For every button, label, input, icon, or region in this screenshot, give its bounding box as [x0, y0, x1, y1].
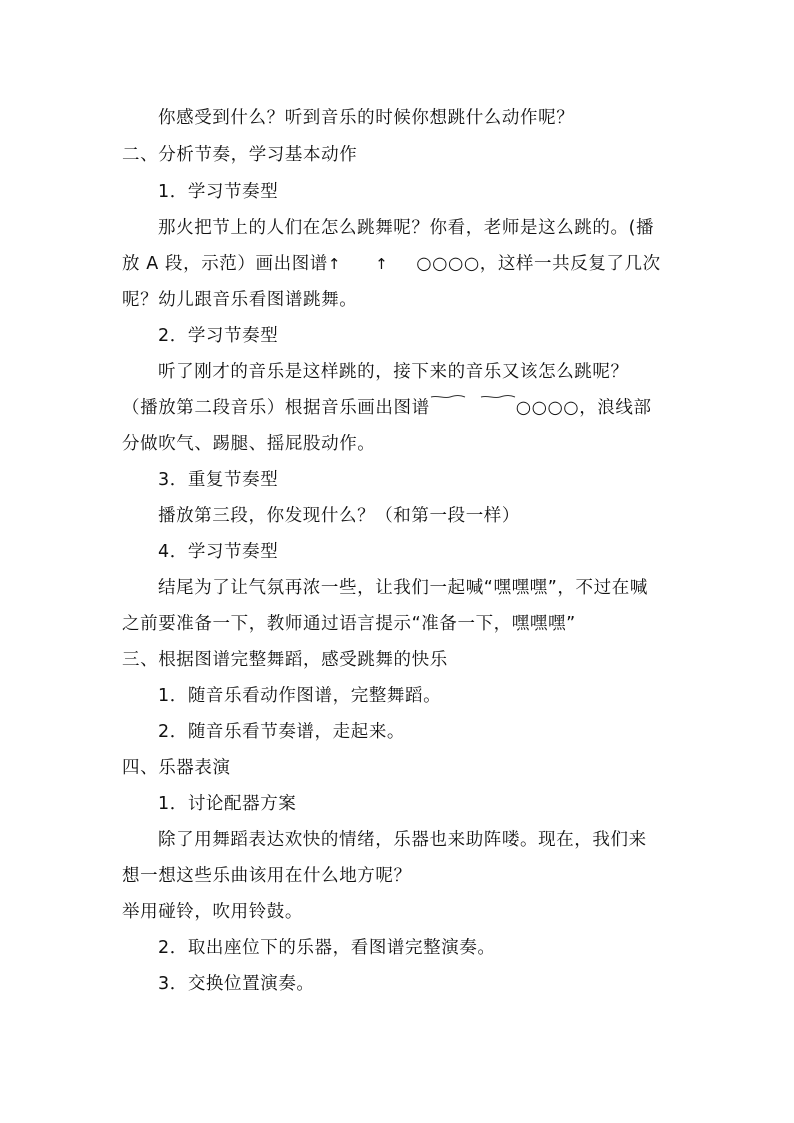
- paragraph-line: 呢？幼儿跟音乐看图谱跳舞。: [122, 290, 358, 310]
- up-arrow-icon: ↑: [375, 255, 389, 273]
- paragraph-line: 听了刚才的音乐是这样跳的，接下来的音乐又该怎么跳呢？: [158, 362, 629, 382]
- list-item: 1．随音乐看动作图谱，完整舞蹈。: [158, 686, 442, 706]
- text-segment: 放 A 段，示范）画出图谱: [122, 254, 328, 274]
- list-item: 2．取出座位下的乐器，看图谱完整演奏。: [158, 938, 496, 958]
- paragraph-line-with-score: [122, 396, 652, 420]
- subheading-2-3: 3．重复节奏型: [158, 470, 279, 490]
- subheading-2-2: 2．学习节奏型: [158, 326, 279, 346]
- paragraph-line: 那火把节上的人们在怎么跳舞呢？你看，老师是这么跳的。(播: [158, 218, 655, 238]
- wave-line-icon: [480, 393, 516, 407]
- up-arrow-icon: ↑: [327, 255, 342, 273]
- subheading-4-1: 1．讨论配器方案: [158, 794, 297, 814]
- section-heading-2: 二、分析节奏，学习基本动作: [122, 145, 358, 165]
- subheading-2-1: 1．学习节奏型: [158, 182, 279, 202]
- text-segment: （播放第二段音乐）根据音乐画出图谱: [122, 398, 430, 418]
- paragraph-line: 之前要准备一下，教师通过语言提示“准备一下，嘿嘿嘿”: [122, 614, 576, 634]
- wave-line-icon: [430, 393, 466, 407]
- section-heading-4: 四、乐器表演: [122, 758, 231, 778]
- subheading-2-4: 4．学习节奏型: [158, 542, 279, 562]
- paragraph-line: 分做吹气、踢腿、摇屁股动作。: [122, 434, 376, 454]
- circle-notation: ○○○○: [515, 398, 580, 418]
- paragraph-line: 播放第三段，你发现什么？（和第一段一样）: [158, 506, 520, 526]
- paragraph-line: 除了用舞蹈表达欢快的情绪，乐器也来助阵喽。现在，我们来: [158, 830, 647, 850]
- text-segment: ，这样一共反复了几次: [479, 254, 661, 274]
- section-heading-3: 三、根据图谱完整舞蹈，感受跳舞的快乐: [122, 650, 448, 670]
- paragraph-question: 你感受到什么？听到音乐的时候你想跳什么动作呢？: [158, 108, 575, 128]
- paragraph-line: 举用碰铃，吹用铃鼓。: [122, 902, 303, 922]
- paragraph-line: 结尾为了让气氛再浓一些，让我们一起喊“嘿嘿嘿”，不过在喊: [158, 578, 648, 598]
- text-segment: ，浪线部: [579, 398, 652, 418]
- paragraph-line: 想一想这些乐曲该用在什么地方呢？: [122, 866, 412, 886]
- paragraph-line-with-score: [122, 252, 661, 276]
- circle-notation: ○○○○: [416, 254, 480, 274]
- list-item: 3．交换位置演奏。: [158, 974, 315, 994]
- list-item: 2．随音乐看节奏谱，走起来。: [158, 722, 406, 742]
